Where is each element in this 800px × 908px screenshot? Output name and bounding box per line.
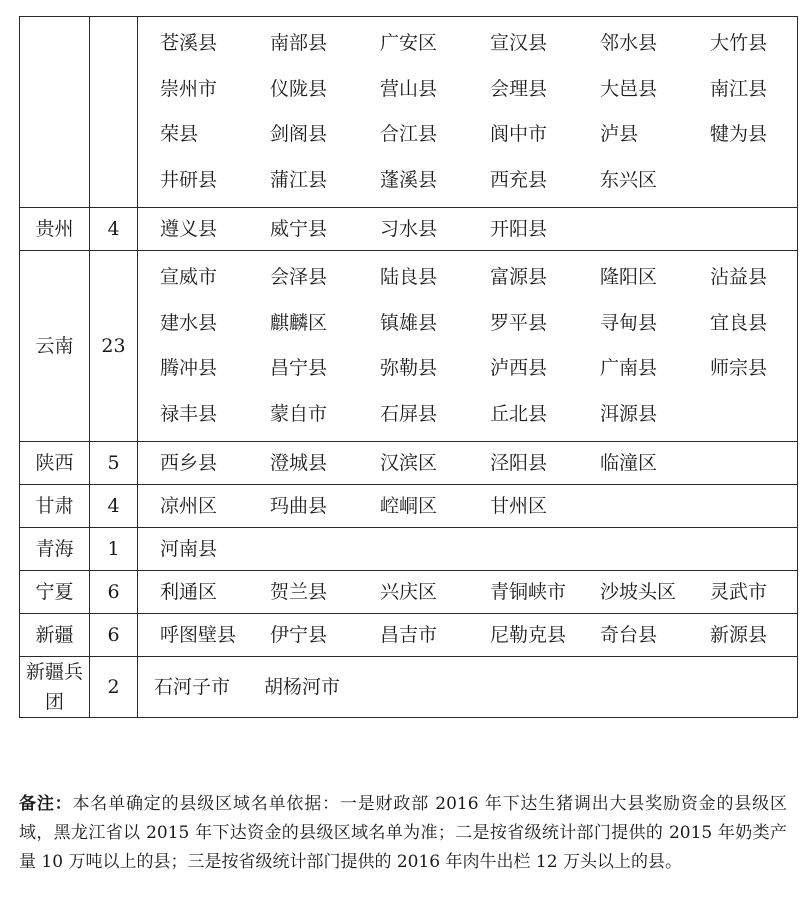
county-grid bbox=[138, 666, 797, 708]
province-cell: 陕西 bbox=[20, 442, 90, 485]
county-name: 罗平县 bbox=[490, 311, 548, 334]
province-cell bbox=[20, 17, 90, 208]
county-name: 邻水县 bbox=[600, 32, 658, 54]
county-name: 石屏县 bbox=[380, 402, 438, 425]
county-name: 寻甸县 bbox=[600, 311, 658, 334]
county-name: 禄丰县 bbox=[160, 402, 218, 425]
county-name: 麒麟区 bbox=[270, 311, 328, 334]
county-name: 蓬溪县 bbox=[380, 168, 438, 191]
county-count-cell: 4 bbox=[90, 208, 138, 251]
county-grid bbox=[138, 571, 797, 613]
county-name: 隆阳区 bbox=[600, 266, 658, 288]
county-name: 丘北县 bbox=[490, 402, 548, 425]
footnote bbox=[19, 790, 787, 877]
county-name: 泸西县 bbox=[490, 357, 548, 379]
county-name: 会理县 bbox=[490, 77, 548, 100]
county-grid bbox=[138, 528, 797, 570]
county-name: 犍为县 bbox=[710, 123, 768, 145]
county-name: 苍溪县 bbox=[160, 32, 218, 54]
county-name: 剑阁县 bbox=[270, 123, 328, 145]
county-name: 宜良县 bbox=[710, 311, 768, 334]
county-name: 镇雄县 bbox=[380, 311, 438, 334]
county-count-cell: 6 bbox=[90, 614, 138, 657]
county-name: 玛曲县 bbox=[270, 495, 328, 517]
county-name: 威宁县 bbox=[270, 218, 328, 240]
county-list-cell bbox=[138, 17, 798, 208]
county-name: 习水县 bbox=[380, 218, 438, 240]
county-name: 富源县 bbox=[490, 266, 548, 288]
county-name: 建水县 bbox=[160, 311, 218, 334]
province-cell: 云南 bbox=[20, 251, 90, 442]
county-list-cell bbox=[138, 442, 798, 485]
county-name: 会泽县 bbox=[270, 266, 328, 288]
province-cell: 新疆 bbox=[20, 614, 90, 657]
county-name: 西充县 bbox=[490, 168, 548, 191]
county-name: 遵义县 bbox=[160, 218, 218, 240]
county-name: 弥勒县 bbox=[380, 357, 438, 379]
county-list-cell bbox=[138, 251, 798, 442]
county-name: 临潼区 bbox=[600, 452, 658, 474]
county-name: 大邑县 bbox=[600, 77, 658, 100]
county-grid bbox=[138, 485, 797, 527]
table-row bbox=[20, 17, 798, 208]
table-row bbox=[20, 208, 798, 251]
county-name: 泸县 bbox=[600, 123, 639, 145]
county-name: 阆中市 bbox=[490, 123, 548, 145]
county-name: 南部县 bbox=[270, 32, 328, 54]
county-list-table bbox=[19, 16, 798, 718]
county-list-cell bbox=[138, 657, 798, 718]
province-cell: 甘肃 bbox=[20, 485, 90, 528]
table-row bbox=[20, 528, 798, 571]
county-name: 师宗县 bbox=[710, 357, 768, 379]
county-name: 灵武市 bbox=[710, 581, 768, 603]
county-name: 青铜峡市 bbox=[490, 581, 567, 603]
county-name: 腾冲县 bbox=[160, 357, 218, 379]
county-name: 大竹县 bbox=[710, 32, 768, 54]
county-name: 新源县 bbox=[710, 624, 768, 646]
county-name: 澄城县 bbox=[270, 452, 328, 474]
county-name: 合江县 bbox=[380, 123, 438, 145]
county-count-cell: 1 bbox=[90, 528, 138, 571]
county-count-cell: 2 bbox=[90, 657, 138, 718]
county-list-cell bbox=[138, 208, 798, 251]
county-grid bbox=[138, 614, 797, 656]
county-name: 洱源县 bbox=[600, 402, 658, 425]
table-row bbox=[20, 442, 798, 485]
county-name: 崆峒区 bbox=[380, 495, 438, 517]
county-list-cell bbox=[138, 528, 798, 571]
county-name: 河南县 bbox=[160, 538, 218, 560]
county-name: 开阳县 bbox=[490, 218, 548, 240]
county-name: 宣威市 bbox=[160, 266, 218, 288]
county-grid bbox=[138, 442, 797, 484]
county-name: 泾阳县 bbox=[490, 452, 548, 474]
county-list-table-body bbox=[20, 17, 798, 718]
county-name: 广南县 bbox=[600, 357, 658, 379]
county-name: 奇台县 bbox=[600, 624, 658, 646]
county-name: 崇州市 bbox=[160, 77, 218, 100]
province-cell: 青海 bbox=[20, 528, 90, 571]
county-name: 广安区 bbox=[380, 32, 438, 54]
county-name: 南江县 bbox=[710, 77, 768, 100]
table-row bbox=[20, 251, 798, 442]
county-name: 凉州区 bbox=[160, 495, 218, 517]
county-count-cell: 23 bbox=[90, 251, 138, 442]
county-count-cell bbox=[90, 17, 138, 208]
table-row bbox=[20, 657, 798, 718]
county-count-cell: 4 bbox=[90, 485, 138, 528]
table-row bbox=[20, 485, 798, 528]
county-name: 东兴区 bbox=[600, 168, 658, 191]
province-cell: 新疆兵团 bbox=[20, 657, 90, 718]
county-name: 井研县 bbox=[160, 168, 218, 191]
county-name: 利通区 bbox=[160, 581, 218, 603]
county-name: 西乡县 bbox=[160, 452, 218, 474]
county-list-cell bbox=[138, 485, 798, 528]
county-name: 贺兰县 bbox=[270, 581, 328, 603]
county-name: 仪陇县 bbox=[270, 77, 328, 100]
county-name: 甘州区 bbox=[490, 495, 548, 517]
county-name: 尼勒克县 bbox=[490, 624, 567, 646]
county-list-cell bbox=[138, 571, 798, 614]
footnote-text: 本名单确定的县级区域名单依据：一是财政部 2016 年下达生猪调出大县奖励资金的县级区域，黑龙江省以 2015 年下达资金的县级区域名单为准；二是按省级统计部门提供的 2015 年奶类产量 10 万吨以上的县；三是按省级统计部门提供的 2016 年肉牛出栏 12 万头以上的县。 bbox=[19, 794, 787, 872]
province-cell: 宁夏 bbox=[20, 571, 90, 614]
county-name: 陆良县 bbox=[380, 266, 438, 288]
county-name: 蒲江县 bbox=[270, 168, 328, 191]
county-name: 营山县 bbox=[380, 77, 438, 100]
county-name: 胡杨河市 bbox=[264, 676, 341, 698]
county-grid bbox=[138, 251, 797, 441]
county-grid bbox=[138, 208, 797, 250]
table-row bbox=[20, 614, 798, 657]
county-name: 蒙自市 bbox=[270, 402, 328, 425]
province-cell: 贵州 bbox=[20, 208, 90, 251]
county-count-cell: 6 bbox=[90, 571, 138, 614]
county-count-cell: 5 bbox=[90, 442, 138, 485]
county-name: 沾益县 bbox=[710, 266, 768, 288]
county-name: 石河子市 bbox=[154, 676, 231, 698]
county-name: 荣县 bbox=[160, 123, 199, 145]
county-name: 昌宁县 bbox=[270, 357, 328, 379]
county-name: 汉滨区 bbox=[380, 452, 438, 474]
county-name: 兴庆区 bbox=[380, 581, 438, 603]
county-grid bbox=[138, 17, 797, 207]
footnote-label: 备注： bbox=[19, 794, 73, 814]
county-name: 宣汉县 bbox=[490, 32, 548, 54]
county-list-cell bbox=[138, 614, 798, 657]
table-row bbox=[20, 571, 798, 614]
county-name: 沙坡头区 bbox=[600, 581, 677, 603]
county-name: 伊宁县 bbox=[270, 624, 328, 646]
county-name: 呼图壁县 bbox=[160, 624, 237, 646]
county-name: 昌吉市 bbox=[380, 624, 438, 646]
